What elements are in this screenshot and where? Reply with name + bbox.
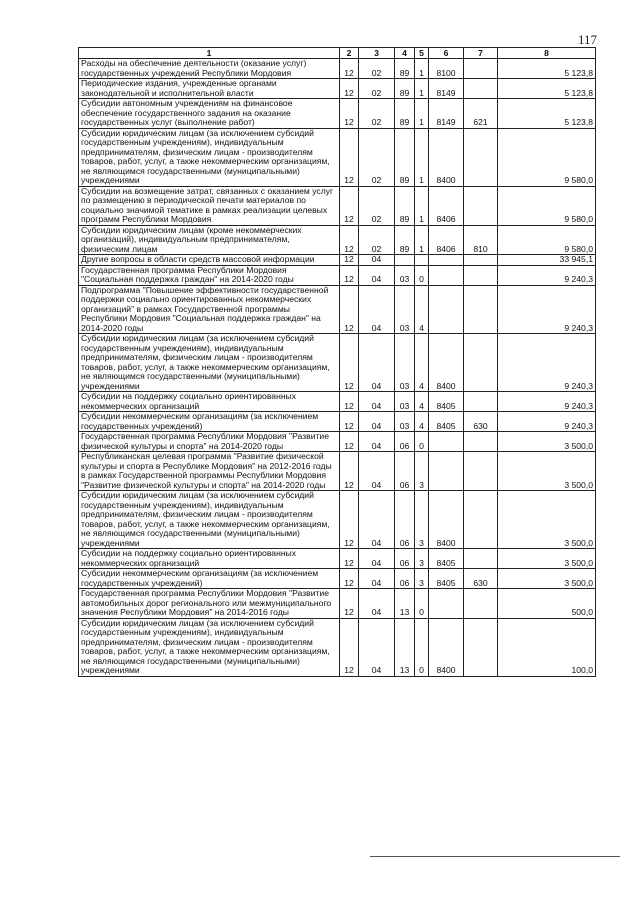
col-header: 5 bbox=[415, 48, 429, 59]
row-description: Государственная программа Республики Мордовия "Развитие автомобильных дорог регионального или межмуниципального значения Республики Мордовия" на 2014-2016 годы bbox=[79, 589, 340, 619]
row-description: Государственная программа Республики Мордовия "Развитие физической культуры и спорта" на 2014-2020 годы bbox=[79, 432, 340, 452]
cell-program: 06 bbox=[395, 569, 415, 589]
cell-program: 03 bbox=[395, 265, 415, 285]
cell-program: 89 bbox=[395, 186, 415, 225]
cell-subsection: 04 bbox=[359, 334, 395, 392]
row-description: Расходы на обеспечение деятельности (оказание услуг) государственных учреждений Республики Мордовия bbox=[79, 59, 340, 79]
budget-table bbox=[78, 47, 596, 677]
footer-divider bbox=[370, 856, 620, 857]
cell-target-article: 8400 bbox=[429, 491, 464, 549]
cell-subprogram: 1 bbox=[415, 79, 429, 99]
cell-subsection: 04 bbox=[359, 589, 395, 619]
cell-section: 12 bbox=[340, 186, 359, 225]
cell-subprogram: 3 bbox=[415, 549, 429, 569]
cell-subprogram: 4 bbox=[415, 412, 429, 432]
table-row bbox=[79, 79, 596, 99]
cell-program: 89 bbox=[395, 128, 415, 186]
row-description: Субсидии юридическим лицам (кроме некоммерческих организаций), индивидуальным предпринимателям, физическим лицам bbox=[79, 225, 340, 255]
cell-target-article bbox=[429, 265, 464, 285]
row-description: Подпрограмма "Повышение эффективности государственной поддержки социально ориентированных некоммерческих организаций" в рамках Государственной программы Республики Мордовия "Социальная поддержка граждан" на 2014-2020 годы bbox=[79, 285, 340, 334]
row-description: Субсидии некоммерческим организациям (за исключением государственных учреждений) bbox=[79, 569, 340, 589]
cell-section: 12 bbox=[340, 99, 359, 129]
cell-subprogram: 1 bbox=[415, 186, 429, 225]
cell-expense-type bbox=[464, 128, 498, 186]
cell-section: 12 bbox=[340, 285, 359, 334]
cell-program: 06 bbox=[395, 491, 415, 549]
cell-subsection: 04 bbox=[359, 569, 395, 589]
cell-subsection: 04 bbox=[359, 549, 395, 569]
cell-subsection: 04 bbox=[359, 432, 395, 452]
table-row bbox=[79, 412, 596, 432]
table-row bbox=[79, 99, 596, 129]
cell-subprogram: 0 bbox=[415, 589, 429, 619]
cell-amount: 9 580,0 bbox=[498, 186, 596, 225]
cell-program: 03 bbox=[395, 334, 415, 392]
cell-subprogram: 4 bbox=[415, 334, 429, 392]
cell-subprogram: 4 bbox=[415, 285, 429, 334]
cell-section: 12 bbox=[340, 59, 359, 79]
table-row bbox=[79, 452, 596, 491]
row-description: Субсидии автономным учреждениям на финансовое обеспечение государственного задания на оказание государственных услуг (выполнение работ) bbox=[79, 99, 340, 129]
table-row bbox=[79, 128, 596, 186]
cell-amount: 3 500,0 bbox=[498, 432, 596, 452]
cell-expense-type bbox=[464, 285, 498, 334]
cell-subsection: 04 bbox=[359, 255, 395, 266]
cell-program: 89 bbox=[395, 59, 415, 79]
cell-program: 13 bbox=[395, 618, 415, 676]
cell-amount: 9 240,3 bbox=[498, 285, 596, 334]
cell-program: 03 bbox=[395, 412, 415, 432]
cell-program: 13 bbox=[395, 589, 415, 619]
cell-subsection: 04 bbox=[359, 491, 395, 549]
row-description: Субсидии юридическим лицам (за исключением субсидий государственным учреждениям), индивидуальным предпринимателям, физическим лицам - производителям товаров, работ, услуг, а также некоммерческим организациям, не являющимся государственными (муниципальными) учреждениями bbox=[79, 128, 340, 186]
cell-amount: 9 580,0 bbox=[498, 225, 596, 255]
cell-expense-type bbox=[464, 392, 498, 412]
cell-target-article: 8405 bbox=[429, 549, 464, 569]
cell-section: 12 bbox=[340, 452, 359, 491]
cell-section: 12 bbox=[340, 79, 359, 99]
cell-amount: 33 945,1 bbox=[498, 255, 596, 266]
cell-section: 12 bbox=[340, 412, 359, 432]
cell-target-article: 8400 bbox=[429, 334, 464, 392]
cell-subsection: 02 bbox=[359, 99, 395, 129]
cell-section: 12 bbox=[340, 255, 359, 266]
row-description: Субсидии на возмещение затрат, связанных с оказанием услуг по размещению в периодической печати материалов по социально значимой тематике в рамках реализации целевых программ Республики Мордовия bbox=[79, 186, 340, 225]
cell-section: 12 bbox=[340, 589, 359, 619]
cell-subprogram: 1 bbox=[415, 99, 429, 129]
cell-expense-type bbox=[464, 618, 498, 676]
cell-expense-type bbox=[464, 549, 498, 569]
cell-section: 12 bbox=[340, 432, 359, 452]
cell-target-article bbox=[429, 452, 464, 491]
cell-subprogram bbox=[415, 255, 429, 266]
cell-amount: 5 123,8 bbox=[498, 99, 596, 129]
cell-amount: 9 240,3 bbox=[498, 412, 596, 432]
cell-subprogram: 1 bbox=[415, 128, 429, 186]
cell-section: 12 bbox=[340, 569, 359, 589]
cell-subprogram: 1 bbox=[415, 59, 429, 79]
cell-subprogram: 3 bbox=[415, 452, 429, 491]
col-header: 6 bbox=[429, 48, 464, 59]
cell-section: 12 bbox=[340, 265, 359, 285]
cell-target-article: 8405 bbox=[429, 392, 464, 412]
cell-subprogram: 1 bbox=[415, 225, 429, 255]
col-header: 8 bbox=[498, 48, 596, 59]
table-row bbox=[79, 59, 596, 79]
cell-target-article bbox=[429, 589, 464, 619]
col-header: 7 bbox=[464, 48, 498, 59]
cell-target-article: 8405 bbox=[429, 569, 464, 589]
table-row bbox=[79, 432, 596, 452]
cell-subprogram: 3 bbox=[415, 569, 429, 589]
cell-expense-type: 810 bbox=[464, 225, 498, 255]
row-description: Субсидии на поддержку социально ориентированных некоммерческих организаций bbox=[79, 549, 340, 569]
cell-amount: 3 500,0 bbox=[498, 549, 596, 569]
cell-expense-type bbox=[464, 255, 498, 266]
cell-target-article: 8100 bbox=[429, 59, 464, 79]
cell-program bbox=[395, 255, 415, 266]
table-row bbox=[79, 491, 596, 549]
cell-program: 06 bbox=[395, 432, 415, 452]
cell-program: 03 bbox=[395, 285, 415, 334]
cell-program: 89 bbox=[395, 99, 415, 129]
row-description: Государственная программа Республики Мордовия "Социальная поддержка граждан" на 2014-2020 годы bbox=[79, 265, 340, 285]
cell-program: 89 bbox=[395, 225, 415, 255]
row-description: Субсидии юридическим лицам (за исключением субсидий государственным учреждениям), индивидуальным предпринимателям, физическим лицам - производителям товаров, работ, услуг, а также некоммерческим организациям, не являющимся государственными (муниципальными) учреждениями bbox=[79, 618, 340, 676]
cell-program: 06 bbox=[395, 452, 415, 491]
cell-target-article: 8149 bbox=[429, 99, 464, 129]
cell-expense-type bbox=[464, 452, 498, 491]
cell-expense-type: 630 bbox=[464, 412, 498, 432]
cell-subsection: 02 bbox=[359, 79, 395, 99]
row-description: Другие вопросы в области средств массовой информации bbox=[79, 255, 340, 266]
cell-section: 12 bbox=[340, 334, 359, 392]
cell-amount: 3 500,0 bbox=[498, 569, 596, 589]
cell-expense-type bbox=[464, 59, 498, 79]
table-row bbox=[79, 569, 596, 589]
cell-amount: 5 123,8 bbox=[498, 59, 596, 79]
cell-target-article: 8400 bbox=[429, 618, 464, 676]
cell-subsection: 04 bbox=[359, 265, 395, 285]
table-row bbox=[79, 265, 596, 285]
col-header: 3 bbox=[359, 48, 395, 59]
cell-amount: 9 240,3 bbox=[498, 334, 596, 392]
cell-expense-type bbox=[464, 432, 498, 452]
col-header: 2 bbox=[340, 48, 359, 59]
cell-amount: 9 580,0 bbox=[498, 128, 596, 186]
col-header: 1 bbox=[79, 48, 340, 59]
row-description: Республиканская целевая программа "Развитие физической культуры и спорта в Республике Мордовия" на 2012-2016 годы в рамках Государственной программы Республики Мордовия "Развитие физической культуры и спорта" на 2014-2020 годы bbox=[79, 452, 340, 491]
cell-amount: 500,0 bbox=[498, 589, 596, 619]
cell-target-article: 8406 bbox=[429, 225, 464, 255]
cell-section: 12 bbox=[340, 128, 359, 186]
table-row bbox=[79, 392, 596, 412]
cell-expense-type: 621 bbox=[464, 99, 498, 129]
cell-target-article: 8406 bbox=[429, 186, 464, 225]
cell-amount: 9 240,3 bbox=[498, 392, 596, 412]
cell-subprogram: 4 bbox=[415, 392, 429, 412]
cell-subsection: 04 bbox=[359, 452, 395, 491]
table-row bbox=[79, 334, 596, 392]
cell-subsection: 04 bbox=[359, 412, 395, 432]
cell-amount: 100,0 bbox=[498, 618, 596, 676]
cell-target-article: 8405 bbox=[429, 412, 464, 432]
col-header: 4 bbox=[395, 48, 415, 59]
cell-subsection: 04 bbox=[359, 618, 395, 676]
table-row bbox=[79, 186, 596, 225]
cell-amount: 5 123,8 bbox=[498, 79, 596, 99]
cell-section: 12 bbox=[340, 618, 359, 676]
cell-section: 12 bbox=[340, 491, 359, 549]
cell-amount: 3 500,0 bbox=[498, 452, 596, 491]
cell-section: 12 bbox=[340, 225, 359, 255]
cell-subsection: 02 bbox=[359, 128, 395, 186]
cell-target-article bbox=[429, 432, 464, 452]
row-description: Субсидии юридическим лицам (за исключением субсидий государственным учреждениям), индивидуальным предпринимателям, физическим лицам - производителям товаров, работ, услуг, а также некоммерческим организациям, не являющимся государственными (муниципальными) учреждениями bbox=[79, 491, 340, 549]
cell-subsection: 04 bbox=[359, 392, 395, 412]
table-row bbox=[79, 589, 596, 619]
cell-expense-type bbox=[464, 334, 498, 392]
cell-subprogram: 0 bbox=[415, 265, 429, 285]
table-body bbox=[79, 59, 596, 677]
cell-subsection: 02 bbox=[359, 59, 395, 79]
cell-program: 03 bbox=[395, 392, 415, 412]
cell-subprogram: 0 bbox=[415, 618, 429, 676]
table-row bbox=[79, 285, 596, 334]
table-row bbox=[79, 255, 596, 266]
cell-target-article: 8149 bbox=[429, 79, 464, 99]
table-row bbox=[79, 618, 596, 676]
cell-program: 06 bbox=[395, 549, 415, 569]
cell-expense-type bbox=[464, 186, 498, 225]
header-row bbox=[79, 48, 596, 59]
cell-target-article: 8400 bbox=[429, 128, 464, 186]
cell-expense-type bbox=[464, 491, 498, 549]
cell-subprogram: 0 bbox=[415, 432, 429, 452]
cell-section: 12 bbox=[340, 549, 359, 569]
cell-amount: 3 500,0 bbox=[498, 491, 596, 549]
cell-target-article bbox=[429, 255, 464, 266]
row-description: Периодические издания, учрежденные органами законодательной и исполнительной власти bbox=[79, 79, 340, 99]
cell-target-article bbox=[429, 285, 464, 334]
table-row bbox=[79, 225, 596, 255]
cell-expense-type bbox=[464, 265, 498, 285]
cell-expense-type bbox=[464, 589, 498, 619]
cell-subsection: 04 bbox=[359, 285, 395, 334]
page-number: 117 bbox=[578, 32, 598, 47]
cell-subsection: 02 bbox=[359, 225, 395, 255]
cell-amount: 9 240,3 bbox=[498, 265, 596, 285]
cell-program: 89 bbox=[395, 79, 415, 99]
cell-section: 12 bbox=[340, 392, 359, 412]
row-description: Субсидии юридическим лицам (за исключением субсидий государственным учреждениям), индивидуальным предпринимателям, физическим лицам - производителям товаров, работ, услуг, а также некоммерческим организациям, не являющимся государственными (муниципальными) учреждениями bbox=[79, 334, 340, 392]
table-row bbox=[79, 549, 596, 569]
cell-subsection: 02 bbox=[359, 186, 395, 225]
cell-expense-type: 630 bbox=[464, 569, 498, 589]
row-description: Субсидии на поддержку социально ориентированных некоммерческих организаций bbox=[79, 392, 340, 412]
cell-expense-type bbox=[464, 79, 498, 99]
cell-subprogram: 3 bbox=[415, 491, 429, 549]
row-description: Субсидии некоммерческим организациям (за исключением государственных учреждений) bbox=[79, 412, 340, 432]
